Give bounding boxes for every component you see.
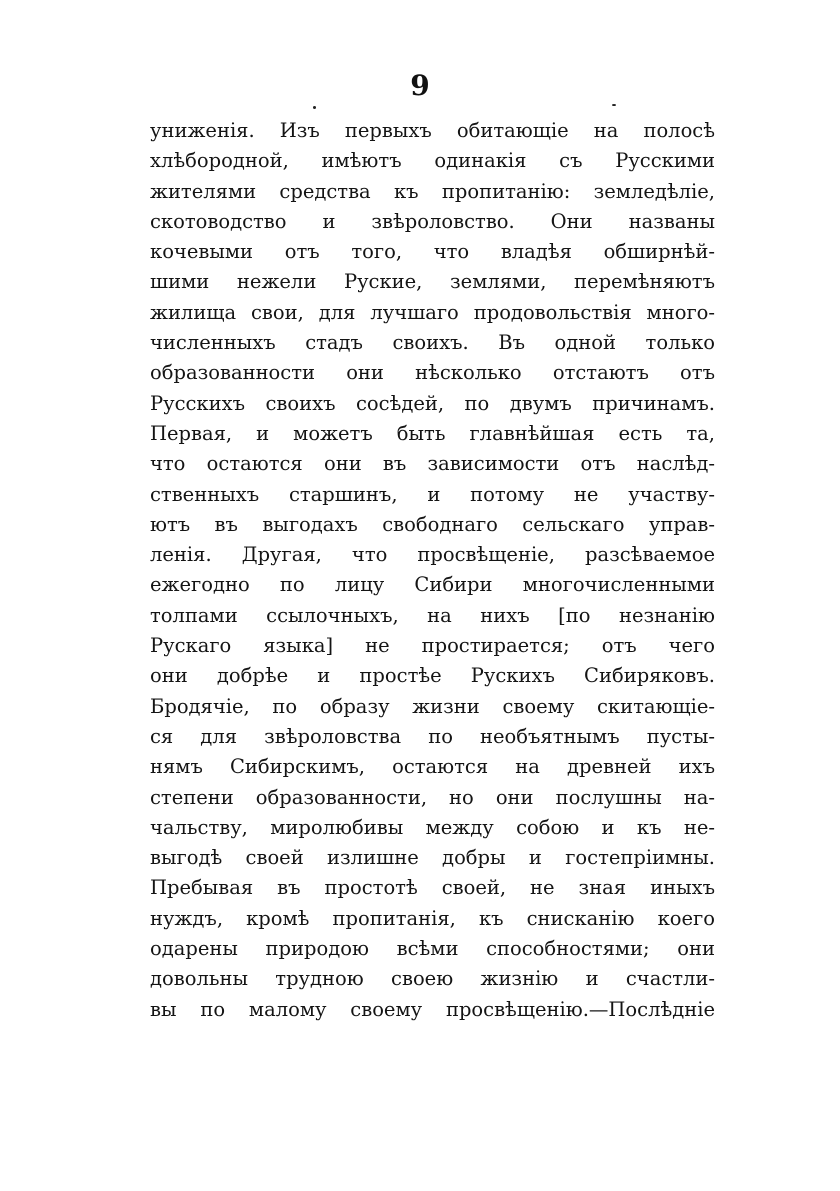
text-line: скотоводство и звѣроловство. Они названы [150,209,715,233]
text-line: Бродячіе, по образу жизни своему скитающіе- [150,694,715,718]
text-line: Русскихъ своихъ сосѣдей, по двумъ причинамъ. [150,391,715,415]
text-line: одарены природою всѣми способностями; они [150,937,715,961]
text-line: толпами ссылочныхъ, на нихъ [по незнанію [150,603,715,627]
text-line: образованности они нѣсколько отстаютъ отъ [150,361,715,385]
ink-speck [313,106,316,109]
text-line: Первая, и можетъ быть главнѣйшая есть та, [150,421,715,445]
text-line: они добрѣе и простѣе Рускихъ Сибиряковъ. [150,664,715,688]
text-line: нуждъ, кромѣ пропитанія, къ снисканію коего [150,906,715,930]
text-line: ежегодно по лицу Сибири многочисленными [150,573,715,597]
text-line: жилища свои, для лучшаго продовольствія много- [150,300,715,324]
text-line: ся для звѣроловства по необъятнымъ пусты- [150,724,715,748]
text-line: шими нежели Руские, землями, перемѣняютъ [150,270,715,294]
text-line: численныхъ стадъ своихъ. Въ одной только [150,331,715,355]
text-line: униженія. Изъ первыхъ обитающіе на полосѣ [150,119,715,142]
text-line: выгодѣ своей излишне добры и гостепріимны. [150,846,715,870]
text-line: ственныхъ старшинъ, и потому не участву- [150,482,715,506]
text-line: степени образованности, но они послушны на- [150,785,715,809]
text-line: нямъ Сибирскимъ, остаются на древней ихъ [150,755,715,779]
text-line: кочевыми отъ того, что владѣя обширнѣй- [150,240,715,264]
text-line: чальству, миролюбивы между собою и къ не- [150,815,715,839]
text-line: ютъ въ выгодахъ свободнаго сельскаго управ- [150,512,715,536]
page-number: 9 [410,69,430,102]
body-text [150,116,715,1025]
text-line: что остаются они въ зависимости отъ наслѣд- [150,452,715,476]
text-line: довольны трудною своею жизнію и счастли- [150,967,715,991]
ink-speck [612,104,616,106]
text-line: Рускаго языка] не простирается; отъ чего [150,634,715,658]
text-line: Пребывая въ простотѣ своей, не зная иныхъ [150,876,715,900]
text-line: жителями средства къ пропитанію: земледѣліе, [150,179,715,203]
text-line: хлѣбородной, имѣютъ одинакія съ Русскими [150,149,715,173]
text-line: ленія. Другая, что просвѣщеніе, разсѣваемое [150,543,715,567]
text-line: вы по малому своему просвѣщенію.—Послѣдніе [150,997,715,1021]
